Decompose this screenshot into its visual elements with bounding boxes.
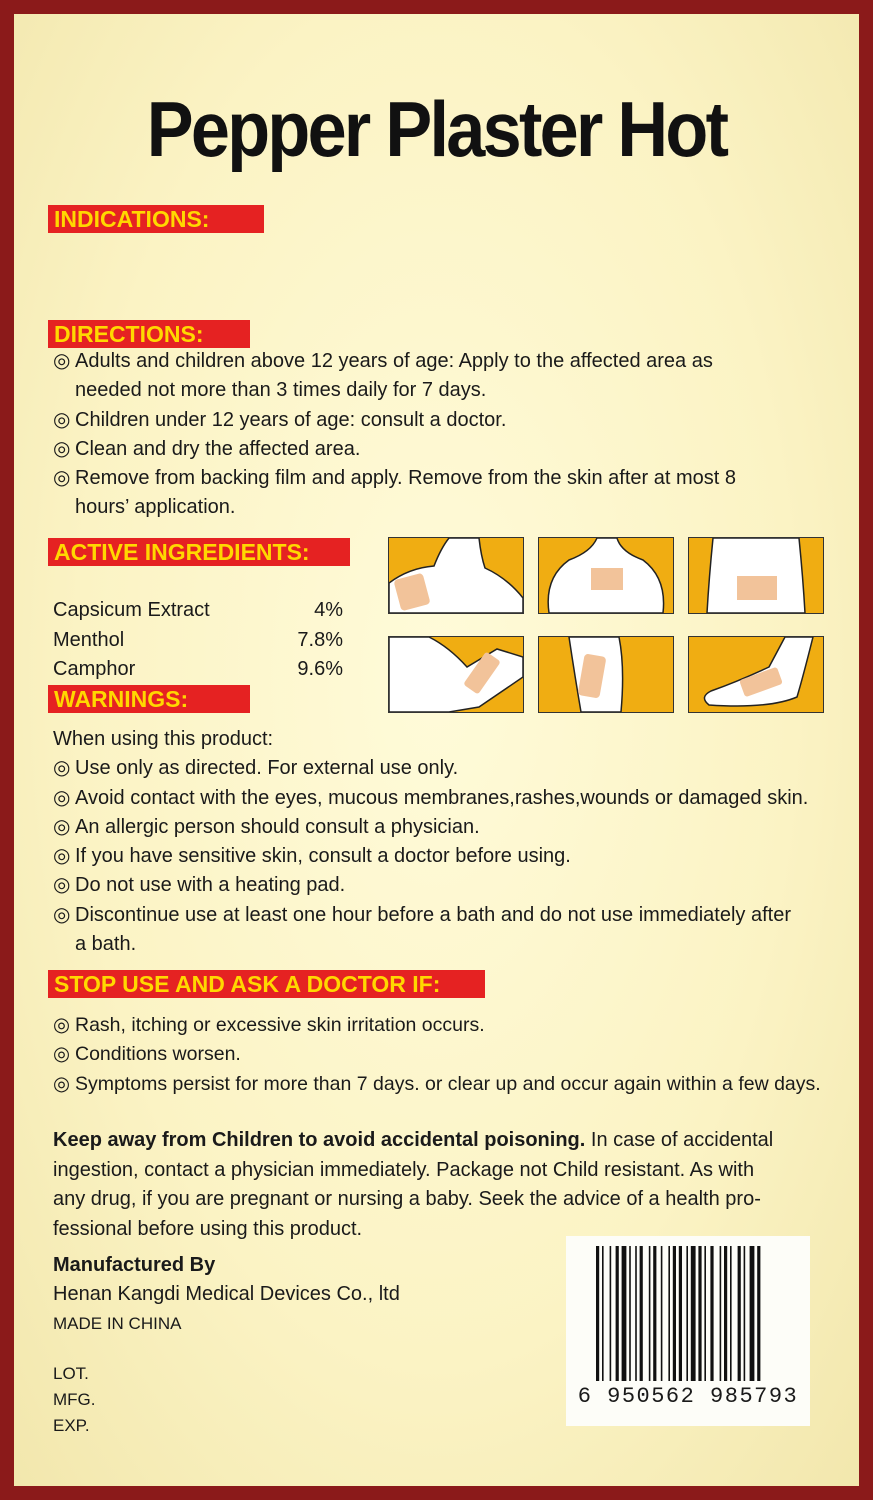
lower-back-patch-icon (688, 537, 824, 614)
list-item: ◎ An allergic person should consult a physician. (53, 813, 808, 842)
bullet-icon: ◎ (53, 903, 71, 926)
list-item: ◎ If you have sensitive skin, consult a doctor before using. (53, 842, 808, 871)
list-item: ◎ Rash, itching or excessive skin irritation occurs. (53, 1011, 821, 1040)
list-item-continued: a bath. (75, 933, 137, 956)
list-item: ◎ Clean and dry the affected area. (53, 435, 736, 464)
ankle-patch-icon (688, 636, 824, 713)
exp-label: EXP. (53, 1416, 90, 1435)
bullet-icon: ◎ (53, 1072, 71, 1095)
directions-header: DIRECTIONS: (48, 320, 250, 348)
mfg-label: MFG. (53, 1390, 96, 1409)
ingredient-row: Menthol 7.8% (53, 628, 343, 651)
bullet-icon: ◎ (53, 757, 71, 780)
manufacturer-name: Henan Kangdi Medical Devices Co., ltd (53, 1283, 400, 1305)
list-item-continued: hours’ application. (75, 496, 236, 519)
warnings-list (53, 725, 808, 959)
bullet-icon: ◎ (53, 408, 71, 431)
bullet-icon: ◎ (53, 1043, 71, 1066)
list-item: ◎ Symptoms persist for more than 7 days. or clear up and occur again within a few days. (53, 1070, 821, 1099)
application-illustrations (388, 537, 823, 712)
origin-label: MADE IN CHINA (53, 1314, 182, 1333)
bullet-icon: ◎ (53, 437, 71, 460)
list-item: ◎ Use only as directed. For external use only. (53, 754, 808, 783)
list-item: ◎ Conditions worsen. (53, 1040, 821, 1069)
shoulder-patch-icon (388, 537, 524, 614)
list-item: ◎ Adults and children above 12 years of age: Apply to the affected area as (53, 347, 736, 376)
list-item: ◎ Do not use with a heating pad. (53, 871, 808, 900)
bullet-icon: ◎ (53, 786, 71, 809)
manufacturer-heading: Manufactured By (53, 1254, 216, 1276)
active-ingredients-header: ACTIVE INGREDIENTS: (48, 538, 350, 566)
lot-label: LOT. (53, 1364, 89, 1383)
arm-patch-icon (388, 636, 524, 713)
warnings-header: WARNINGS: (48, 685, 250, 713)
keep-away-notice: Keep away from Children to avoid accidental poisoning. In case of accidental ingestion, contact a physician immediately. Package not Child resistant. As with any drug, if you are pregnant or nursing a baby. Seek the advice of a health pro- fessional before using this product. (53, 1129, 774, 1240)
bullet-icon: ◎ (53, 815, 71, 838)
barcode-number: 6 950562 985793 (577, 1384, 799, 1409)
manufacturer-block (53, 1251, 400, 1338)
barcode-bars (596, 1246, 786, 1386)
lot-block (53, 1361, 96, 1439)
list-item: ◎ Remove from backing film and apply. Remove from the skin after at most 8 (53, 464, 736, 493)
list-item: ◎ Children under 12 years of age: consult a doctor. (53, 406, 736, 435)
upper-back-patch-icon (538, 537, 674, 614)
ingredient-row: Capsicum Extract 4% (53, 599, 343, 621)
directions-list (53, 347, 736, 523)
label-panel (14, 14, 859, 1486)
indications-header: INDICATIONS: (48, 205, 264, 233)
stop-use-list (53, 1011, 821, 1099)
list-item: ◎ Discontinue use at least one hour before a bath and do not use immediately after (53, 901, 808, 930)
bullet-icon: ◎ (53, 874, 71, 897)
bullet-icon: ◎ (53, 350, 71, 372)
list-item: ◎ Avoid contact with the eyes, mucous membranes,rashes,wounds or damaged skin. (53, 784, 808, 813)
product-title: Pepper Plaster Hot (146, 85, 727, 173)
knee-patch-icon (538, 636, 674, 713)
bullet-icon: ◎ (53, 845, 71, 868)
bullet-icon: ◎ (53, 467, 71, 490)
list-item-continued: needed not more than 3 times daily for 7 days. (75, 379, 487, 402)
ingredient-row: Camphor 9.6% (53, 658, 343, 680)
ingredients-table (53, 596, 343, 685)
bullet-icon: ◎ (53, 1014, 71, 1036)
stop-use-header: STOP USE AND ASK A DOCTOR IF: (48, 970, 485, 998)
warnings-intro: When using this product: (53, 728, 274, 750)
barcode (566, 1236, 810, 1426)
keep-away-bold: Keep away from Children to avoid accidental poisoning. (53, 1129, 586, 1151)
